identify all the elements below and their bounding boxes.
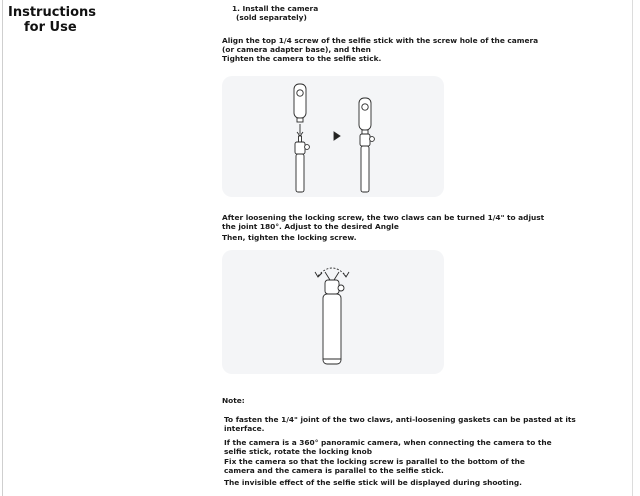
illustration-camera-mount — [222, 76, 444, 197]
step1-title: 1. Install the camera — [232, 4, 319, 13]
camera-mount-drawing — [222, 76, 444, 197]
title-line-2: for Use — [24, 20, 77, 35]
step2-line-3: Then, tighten the locking screw. — [222, 233, 357, 242]
stick-clamp-right — [360, 134, 370, 146]
locking-knob-left — [305, 145, 310, 150]
mount-screw-left — [299, 136, 302, 142]
note-item1-line-1: To fasten the 1/4" joint of the two claws, anti-loosening gaskets can be pasted at its — [224, 415, 576, 424]
rotation-arc — [318, 268, 346, 276]
camera-mount-right — [362, 130, 368, 134]
claw-left — [325, 272, 330, 280]
document-title — [8, 5, 96, 35]
step1-para-line-2: (or camera adapter base), and then — [222, 45, 371, 54]
step2-line-1: After loosening the locking screw, the two claws can be turned 1/4" to adjust — [222, 213, 545, 222]
camera-lens-left — [297, 90, 303, 96]
locking-knob-right — [370, 137, 375, 142]
joint-head — [325, 280, 339, 294]
stick-clamp-left — [295, 142, 305, 154]
claw-right — [334, 272, 339, 280]
step1-heading — [232, 4, 318, 22]
step1-para-line-3: Tighten the camera to the selfie stick. — [222, 54, 382, 63]
note-item3-line-2: camera and the camera is parallel to the selfie stick. — [224, 466, 444, 475]
transition-arrow — [334, 132, 340, 140]
step2-line-2: the joint 180°. Adjust to the desired Angle — [222, 222, 399, 231]
stick-shaft — [323, 294, 341, 364]
note-item4: The invisible effect of the selfie stick will be displayed during shooting. — [224, 478, 522, 487]
camera-mount-left — [297, 118, 303, 122]
note-item1-line-2: interface. — [224, 424, 265, 433]
left-margin-line — [2, 0, 3, 496]
note-item2-line-2: selfie stick, rotate the locking knob — [224, 447, 373, 456]
camera-body-right — [359, 98, 371, 130]
step1-subtitle: (sold separately) — [236, 13, 307, 22]
note-item2-line-1: If the camera is a 360° panoramic camera, when connecting the camera to the — [224, 438, 552, 447]
note-item3-line-1: Fix the camera so that the locking screw is parallel to the bottom of the — [224, 457, 525, 466]
stick-shaft-right — [361, 146, 369, 192]
note-label: Note: — [222, 396, 245, 405]
right-margin-line — [632, 0, 633, 496]
title-line-1: Instructions — [8, 5, 97, 20]
illustration-claw-rotation — [222, 250, 444, 374]
stick-shaft-left — [296, 154, 304, 192]
rotation-arrow-right — [343, 272, 349, 277]
camera-body-left — [294, 84, 306, 118]
camera-lens-right — [362, 104, 368, 110]
claw-rotation-drawing — [222, 250, 444, 374]
locking-screw — [338, 285, 344, 291]
step1-para-line-1: Align the top 1/4 screw of the selfie stick with the screw hole of the camera — [222, 36, 539, 45]
